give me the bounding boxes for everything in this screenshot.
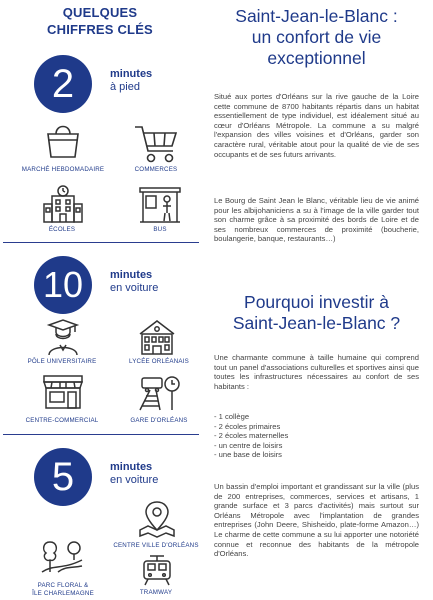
shop-icon <box>42 374 84 410</box>
high-school-icon <box>138 318 176 356</box>
paragraph-bourg: Le Bourg de Saint Jean le Blanc, véritable lieu de vie animé pour les albijohaniciens a su à l'image de la ville garder tout son charme grâce à sa proximité des bords de Loire et de ses nombreux commerces de proximité (boucherie, boulangerie, banque, restaurants…) <box>214 196 419 244</box>
label-market: MARCHÉ HEBDOMADAIRE <box>21 166 105 173</box>
article-column <box>214 0 419 600</box>
list-item: - une base de loisirs <box>214 450 282 460</box>
facilities-list <box>214 412 419 460</box>
number-circle-2: 2 <box>34 55 92 113</box>
list-item: - 2 écoles primaires <box>214 421 281 431</box>
list-item: - 2 écoles maternelles <box>214 431 289 441</box>
label-shops: COMMERCES <box>134 166 178 173</box>
list-item: - un centre de loisirs <box>214 440 283 450</box>
paragraph-emploi: Un bassin d'emploi important et grandissant sur la ville (plus de 200 entreprises, commerces, services et artisans, 1 grande surface et 3 parcs d'activités) mais surtout sur Orléans Métropole avec l'implantation de grandes entreprises (John Deere, Shisheido, plate-forme Amazon…) Le charme de cette commune a su lui apporter une notoriété connue et reconnue des habitants de la métropole d'Orléans. <box>214 482 419 559</box>
separator <box>3 242 199 243</box>
heading-saint-jean: Saint-Jean-le-Blanc : un confort de vie exceptionnel <box>235 6 398 68</box>
unit-minutes: minutes <box>110 269 153 281</box>
label-bus: BUS <box>153 226 167 233</box>
label-mall: CENTRE-COMMERCIAL <box>25 417 99 424</box>
label-station: GARE D'ORLÉANS <box>130 417 188 424</box>
map-pin-icon <box>138 500 176 538</box>
unit-mode: à pied <box>110 81 140 93</box>
basket-icon <box>45 118 81 160</box>
park-icon <box>40 540 84 574</box>
separator <box>3 434 199 435</box>
paragraph-intro: Situé aux portes d'Orléans sur la rive gauche de la Loire cette commune de 8700 habitants répartis dans un habitat essentiellement de type individuel, est idéalement situé au cœur d'Orléans Métropole. La commune a su malgré l'expansion des villes voisines et d'Orléans, garder son caractère rural, véritable atout pour la qualité de vie de ses occupants et de ses futurs arrivants. <box>214 92 419 159</box>
label-university: PÔLE UNIVERSITAIRE <box>27 358 97 365</box>
unit-minutes: minutes <box>110 68 153 80</box>
key-figures-title: QUELQUES CHIFFRES CLÉS <box>47 5 153 37</box>
label-tramway: TRAMWAY <box>139 589 173 596</box>
label-park: PARC FLORAL & ÎLE CHARLEMAGNE <box>32 582 94 597</box>
label-schools: ÉCOLES <box>48 226 76 233</box>
number-circle-10: 10 <box>34 256 92 314</box>
paragraph-commune: Une charmante commune à taille humaine qui comprend tout un panel d'associations culturelles et sportives ainsi que toutes les infrastructures nécessaires au confort de ses habitants : <box>214 353 419 391</box>
bus-stop-icon <box>138 184 182 224</box>
graduate-icon <box>45 318 81 356</box>
list-item: - 1 collège <box>214 412 250 421</box>
unit-mode: en voiture <box>110 474 159 486</box>
unit-minutes: minutes <box>110 461 153 473</box>
key-figures-column <box>0 0 200 600</box>
school-icon <box>42 184 84 224</box>
unit-mode: en voiture <box>110 282 159 294</box>
label-city-center: CENTRE VILLE D'ORLÉANS <box>113 542 199 549</box>
number-circle-5: 5 <box>34 448 92 506</box>
train-station-icon <box>136 372 182 412</box>
tram-icon <box>140 554 174 586</box>
label-high-school: LYCÉE ORLÉANAIS <box>129 358 189 365</box>
heading-investir: Pourquoi investir à Saint-Jean-le-Blanc ? <box>232 292 401 333</box>
cart-icon <box>133 124 179 164</box>
